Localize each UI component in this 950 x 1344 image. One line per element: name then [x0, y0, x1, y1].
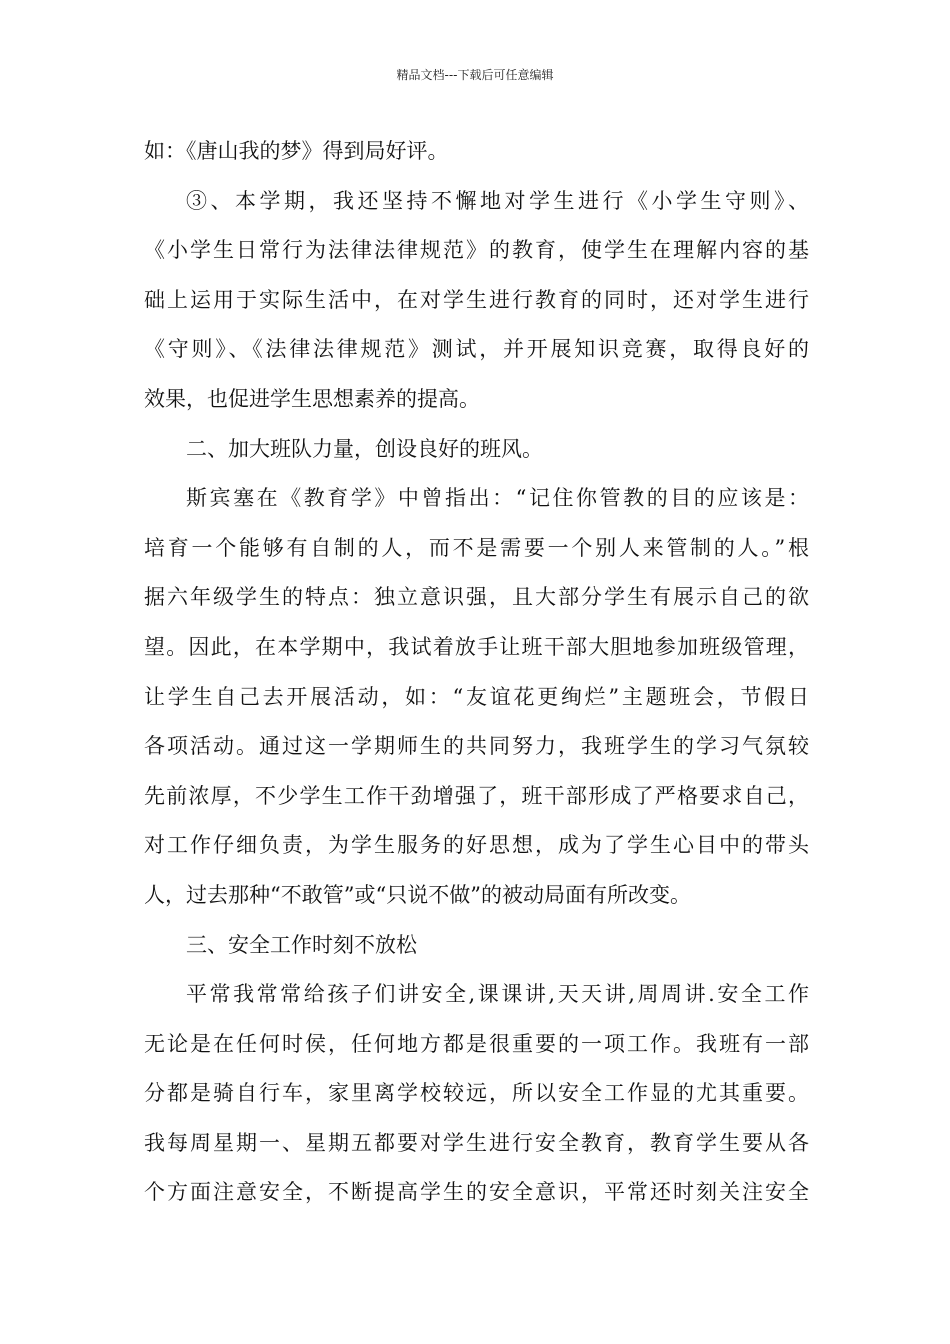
text-line: 《小学生日常行为法律法律规范》的教育，使学生在理解内容的基	[144, 238, 809, 263]
page-header: 精品文档---下载后可任意编辑	[396, 68, 554, 82]
text-line: 斯宾塞在《教育学》中曾指出：“记住你管教的目的应该是：	[186, 486, 809, 511]
text-line: 人，过去那种“不敢管”或“只说不做”的被动局面有所改变。	[144, 882, 691, 907]
text-line: 我每周星期一、星期五都要对学生进行安全教育，教育学生要从各	[144, 1130, 809, 1155]
text-line: 望。因此，在本学期中，我试着放手让班干部大胆地参加班级管理，	[144, 634, 809, 659]
text-line: 培育一个能够有自制的人，而不是需要一个别人来管制的人。”根	[144, 535, 809, 560]
text-line: 各项活动。通过这一学期师生的共同努力，我班学生的学习气氛较	[144, 734, 809, 759]
text-line: 分都是骑自行车，家里离学校较远，所以安全工作显的尤其重要。	[144, 1081, 809, 1106]
text-line: 效果，也促进学生思想素养的提高。	[144, 386, 480, 411]
document-body	[144, 127, 809, 1218]
text-line: 据六年级学生的特点：独立意识强，且大部分学生有展示自己的欲	[144, 585, 809, 610]
text-line: 让学生自己去开展活动，如：“友谊花更绚烂”主题班会，节假日	[144, 684, 809, 709]
text-line: 个方面注意安全，不断提高学生的安全意识，平常还时刻关注安全	[144, 1180, 809, 1205]
text-line: 如：《唐山我的梦》得到局好评。	[144, 139, 449, 163]
text-line: 无论是在任何时侯，任何地方都是很重要的一项工作。我班有一部	[144, 1031, 809, 1056]
text-line: 《守则》、《法律法律规范》测试，并开展知识竞赛，取得良好的	[144, 337, 809, 362]
section-heading: 二、加大班队力量，创设良好的班风。	[186, 436, 543, 461]
text-line: ③、本学期，我还坚持不懈地对学生进行《小学生守则》、	[186, 188, 809, 213]
text-line: 对工作仔细负责，为学生服务的好思想，成为了学生心目中的带头	[144, 833, 809, 858]
text-line: 平常我常常给孩子们讲安全,课课讲,天天讲,周周讲.安全工作	[186, 982, 809, 1007]
text-line: 础上运用于实际生活中，在对学生进行教育的同时，还对学生进行	[144, 287, 809, 312]
text-line: 先前浓厚，不少学生工作干劲增强了，班干部形成了严格要求自己，	[144, 783, 809, 808]
section-heading: 三、安全工作时刻不放松	[186, 932, 417, 957]
